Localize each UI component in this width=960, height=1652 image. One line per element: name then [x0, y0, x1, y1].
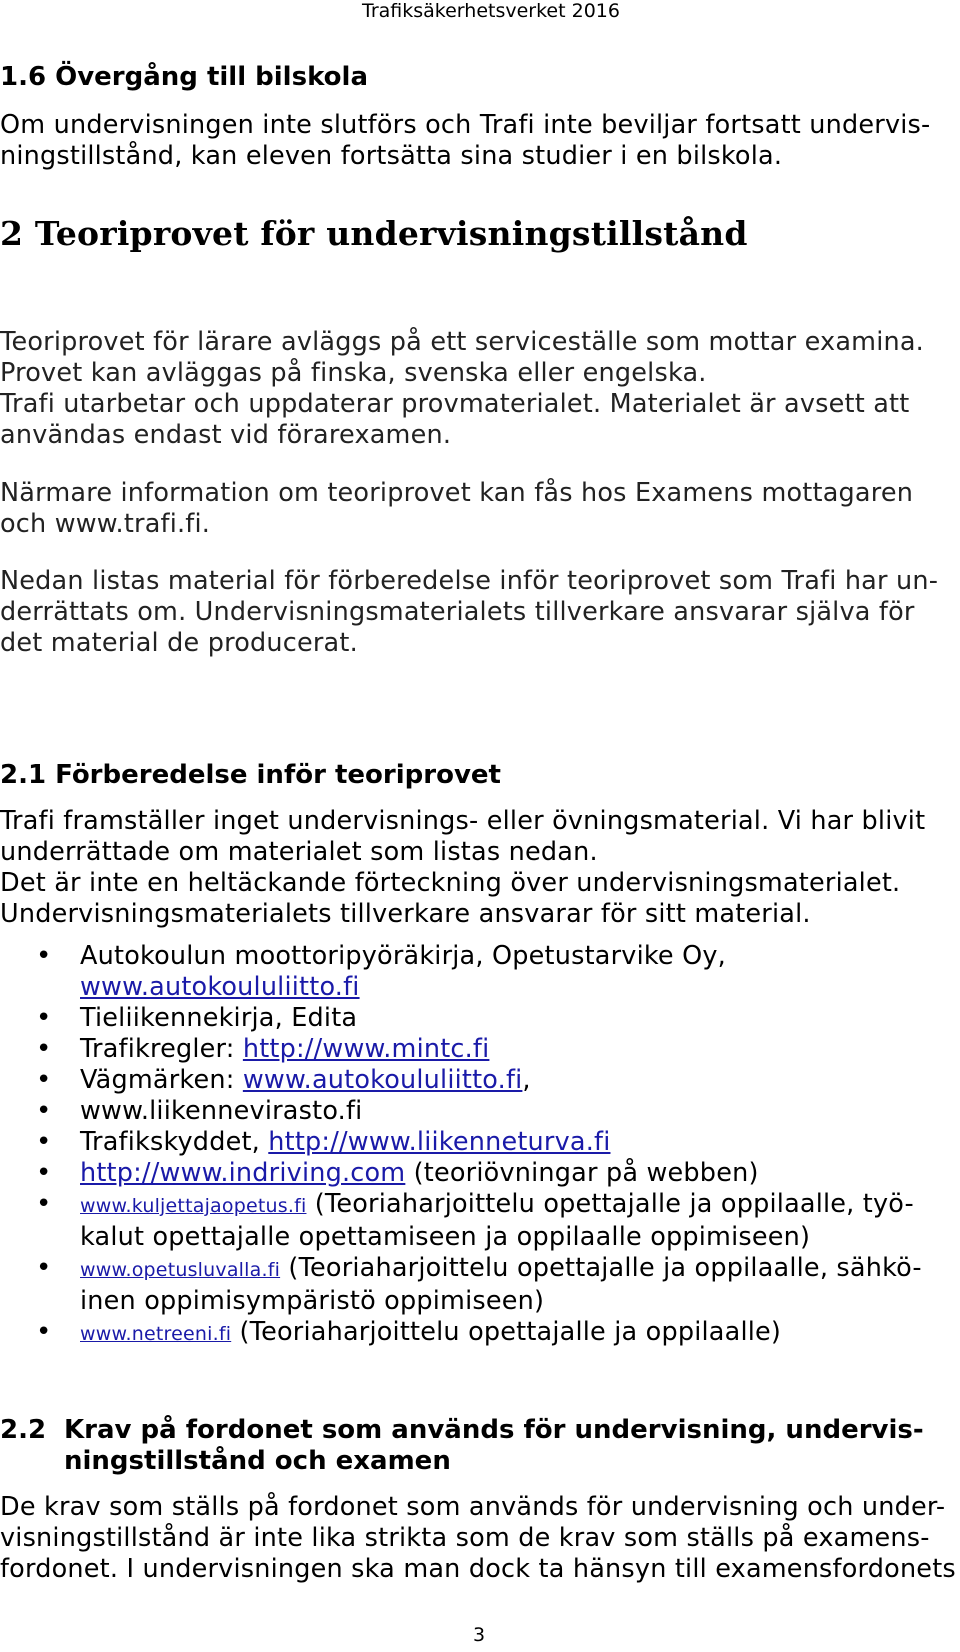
list-item-link[interactable]: www.opetusluvalla.fi: [80, 1259, 281, 1281]
list-item-link[interactable]: www.kuljettajaopetus.fi: [80, 1195, 307, 1217]
list-item-link[interactable]: http://www.mintc.fi: [242, 1034, 490, 1064]
list-item-text: Trafikregler:: [80, 1034, 243, 1064]
list-item: [0, 1127, 960, 1158]
bullet-icon: •: [36, 1158, 52, 1188]
list-item-text: Tieliikennekirja, Edita: [80, 1003, 358, 1033]
list-item-text: (Teoriaharjoittelu opettajalle ja oppilaalle): [231, 1317, 782, 1347]
section-1-6-paragraph: Om undervisningen inte slutförs och Trafi inte beviljar fortsatt undervis- ningstillstånd, kan eleven fortsätta sina studier i en bilskola.: [0, 110, 931, 171]
section-2-1-heading: 2.1 Förberedelse inför teoriprovet: [0, 760, 501, 790]
bullet-icon: •: [36, 1253, 52, 1283]
list-item: [0, 1158, 960, 1189]
list-item-text: (Teoriaharjoittelu opettajalle ja oppilaalle, sähkö- inen oppimisympäristö oppimiseen): [80, 1253, 922, 1316]
list-item-text: Vägmärken:: [80, 1065, 243, 1095]
section-1-6-heading: 1.6 Övergång till bilskola: [0, 62, 368, 92]
bullet-icon: •: [36, 1065, 52, 1095]
section-2-paragraph-2: Närmare information om teoriprovet kan fås hos Examens mottagaren och www.trafi.fi.: [0, 478, 914, 539]
section-2-2-paragraph: De krav som ställs på fordonet som används för undervisning och under- visningstillstånd är inte lika strikta som de krav som ställs på examens- fordonet. I undervisningen ska man dock ta hänsyn till examensfordonets: [0, 1492, 956, 1584]
section-2-paragraph-3: Nedan listas material för förberedelse inför teoriprovet som Trafi har un- derrättats om. Undervisningsmaterialets tillverkare ansvarar själva för det material de producerat.: [0, 566, 939, 658]
list-item-link[interactable]: http://www.indriving.com: [80, 1158, 406, 1188]
bullet-icon: •: [36, 1317, 52, 1347]
list-item-text: ,: [522, 1065, 531, 1095]
bullet-icon: •: [36, 1096, 52, 1126]
list-item: [0, 1065, 960, 1096]
list-item-text: www.liikennevirasto.fi: [80, 1096, 363, 1126]
bullet-icon: •: [36, 1003, 52, 1033]
section-2-2-title: Krav på fordonet som används för undervisning, undervis- ningstillstånd och examen: [64, 1415, 924, 1476]
list-item-text: (teoriövningar på webben): [405, 1158, 759, 1188]
section-2-1-paragraph: Trafi framställer inget undervisnings- eller övningsmaterial. Vi har blivit underrättade om materialet som listas nedan. Det är inte en heltäckande förteckning över undervisningsmaterialet. Undervisningsmaterialets tillverkare ansvarar för sitt material.: [0, 806, 926, 929]
bullet-icon: •: [36, 1189, 52, 1219]
section-2-paragraph-1: Teoriprovet för lärare avläggs på ett serviceställe som mottar examina. Provet kan avläggas på finska, svenska eller engelska. Trafi utarbetar och uppdaterar provmaterialet. Materialet är avsett att användas endast vid förarexamen.: [0, 327, 924, 450]
page-number: 3: [473, 1624, 486, 1646]
list-item-text: Autokoulun moottoripyöräkirja, Opetustarvike Oy,: [80, 941, 726, 971]
list-item: [0, 1253, 960, 1317]
material-list: [0, 941, 960, 1350]
section-2-heading: 2 Teoriprovet för undervisningstillstånd: [0, 214, 748, 253]
section-2-2-number: 2.2: [0, 1415, 47, 1445]
bullet-icon: •: [36, 1127, 52, 1157]
list-item: [0, 1034, 960, 1065]
bullet-icon: •: [36, 941, 52, 971]
list-item-text: Trafikskyddet,: [80, 1127, 269, 1157]
document-header: Trafiksäkerhetsverket 2016: [362, 0, 620, 22]
list-item-link[interactable]: www.autokoululiitto.fi: [242, 1065, 523, 1095]
list-item: [0, 1189, 960, 1253]
list-item: [0, 1317, 960, 1350]
list-item-link[interactable]: www.autokoululiitto.fi: [80, 972, 360, 1002]
list-item: [0, 941, 960, 1003]
list-item-link[interactable]: www.netreeni.fi: [80, 1323, 232, 1345]
list-item-text: (Teoriaharjoittelu opettajalle ja oppilaalle, työ- kalut opettajalle opettamiseen ja oppilaalle oppimiseen): [80, 1189, 914, 1252]
list-item: [0, 1096, 960, 1127]
bullet-icon: •: [36, 1034, 52, 1064]
list-item: [0, 1003, 960, 1034]
list-item-link[interactable]: http://www.liikenneturva.fi: [268, 1127, 611, 1157]
